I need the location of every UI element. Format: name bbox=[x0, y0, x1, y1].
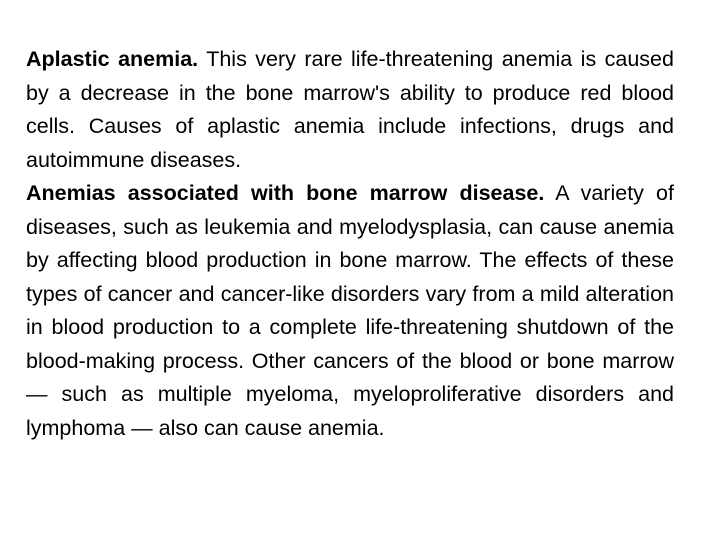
paragraph-heading: Aplastic anemia. bbox=[26, 47, 199, 71]
paragraph-bone-marrow-disease bbox=[26, 177, 674, 445]
paragraph-aplastic-anemia bbox=[26, 43, 674, 177]
paragraph-body: A variety of diseases, such as leukemia and myelodysplasia, can cause anemia by affecting blood production in bone marrow. The effects of these types of cancer and cancer-like disorders vary from a mild alteration in blood production to a complete life-threatening shutdown of the blood-making process. Other cancers of the blood or bone marrow — such as multiple myeloma, myeloproliferative disorders and lymphoma — also can cause anemia. bbox=[26, 181, 674, 440]
paragraph-heading: Anemias associated with bone marrow disease. bbox=[26, 181, 545, 205]
paragraph-body: This very rare life-threatening anemia is caused by a decrease in the bone marrow's ability to produce red blood cells. Causes of aplastic anemia include infections, drugs and autoimmune diseases. bbox=[26, 47, 674, 172]
text-block bbox=[26, 43, 674, 445]
